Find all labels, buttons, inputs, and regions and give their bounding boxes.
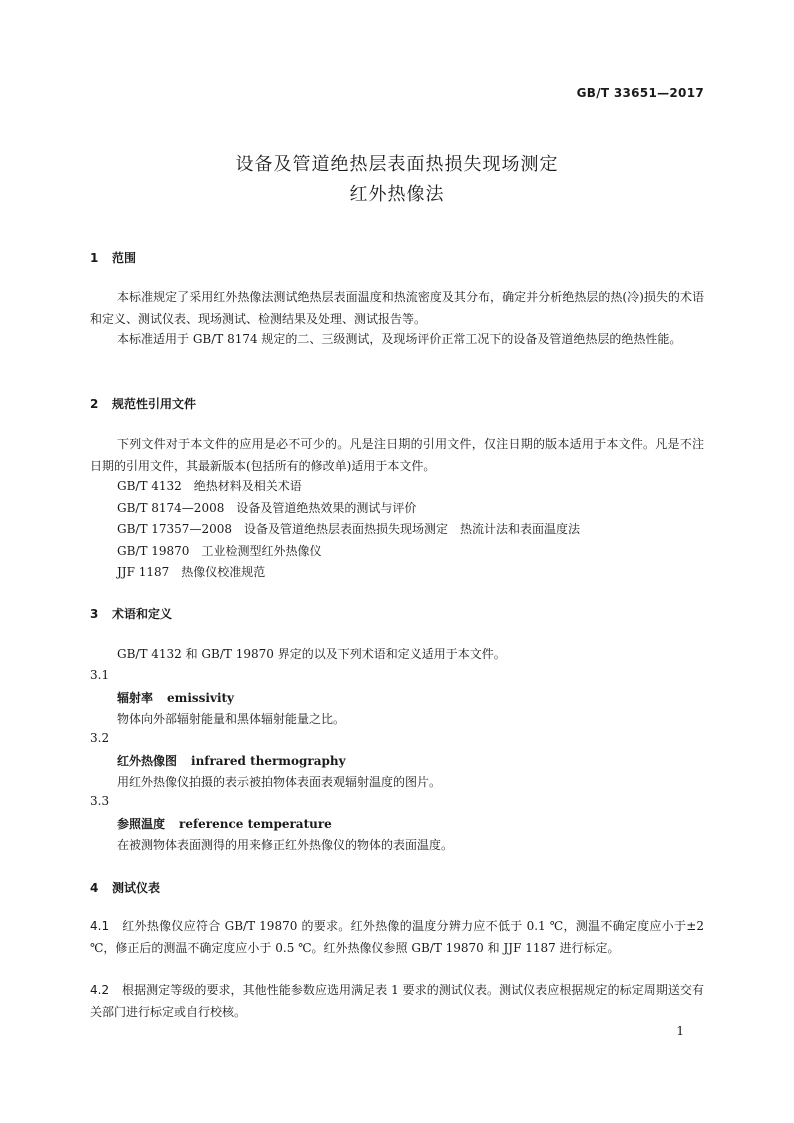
section-title: 术语和定义 [112,607,173,621]
term-heading [117,815,332,832]
clause-number: 4.2 [90,983,110,997]
term-number: 3.2 [90,731,110,745]
term-number: 3.3 [90,794,110,808]
clause-text: 根据测定等级的要求，其他性能参数应选用满足表 1 要求的测试仪表。测试仪表应根据规定的标定周期送交有关部门进行标定或自行校核。 [90,983,704,1019]
term-english: reference temperature [179,817,332,831]
standard-number: GB/T 33651—2017 [576,86,704,100]
term-english: emissivity [167,691,235,705]
section-1-heading [90,249,136,266]
section-title: 测试仪表 [112,881,161,895]
document-subtitle: 红外热像法 [349,184,445,205]
paragraph: 下列文件对于本文件的应用是必不可少的。凡是注日期的引用文件，仅注日期的版本适用于本文件。凡是不注日期的引用文件，其最新版本(包括所有的修改单)适用于本文件。 [90,437,704,473]
term-definition: 用红外热像仪拍摄的表示被拍物体表面表观辐射温度的图片。 [117,775,442,789]
section-number: 2 [90,397,99,411]
clause-4-2 [90,979,704,1023]
clause-text: 红外热像仪应符合 GB/T 19870 的要求。红外热像的温度分辨力应不低于 0.1 ℃，测温不确定度应小于±2 ℃，修正后的测温不确定度应小于 0.5 ℃。红外热像仪参照 GB/T 19870 和 JJF 1187 进行标定。 [90,919,704,955]
term-definition: 在被测物体表面测得的用来修正红外热像仪的物体的表面温度。 [117,838,454,852]
section-number: 4 [90,881,99,895]
section-number: 1 [90,251,99,265]
term-chinese: 红外热像图 [117,754,178,768]
section-4-heading [90,879,160,896]
paragraph: GB/T 4132 和 GB/T 19870 界定的以及下列术语和定义适用于本文件。 [117,647,506,661]
document-title: 设备及管道绝热层表面热损失现场测定 [235,154,559,175]
paragraph: 本标准规定了采用红外热像法测试绝热层表面温度和热流密度及其分布，确定并分析绝热层的热(冷)损失的术语和定义、测试仪表、现场测试、检测结果及处理、测试报告等。 [90,290,704,326]
section-3-heading [90,605,172,622]
term-heading [117,752,346,769]
paragraph: 本标准适用于 GB/T 8174 规定的二、三级测试，及现场评价正常工况下的设备及管道绝热层的绝热性能。 [117,332,682,346]
page-number: 1 [676,1024,684,1038]
term-definition: 物体向外部辐射能量和黑体辐射能量之比。 [117,712,346,726]
reference-item: GB/T 19870 工业检测型红外热像仪 [117,544,322,558]
term-number: 3.1 [90,668,110,682]
reference-item: GB/T 8174—2008 设备及管道绝热效果的测试与评价 [117,501,417,515]
term-heading [117,689,234,706]
reference-item: GB/T 17357—2008 设备及管道绝热层表面热损失现场测定 热流计法和表面温度法 [117,522,580,536]
reference-item: GB/T 4132 绝热材料及相关术语 [117,479,302,493]
section-2-heading [90,395,196,412]
section-title: 范围 [112,251,137,265]
term-chinese: 参照温度 [117,817,166,831]
term-chinese: 辐射率 [117,691,154,705]
clause-4-1 [90,915,704,959]
term-english: infrared thermography [191,754,346,768]
section-title: 规范性引用文件 [112,397,197,411]
section-number: 3 [90,607,99,621]
reference-item: JJF 1187 热像仪校准规范 [117,565,266,579]
clause-number: 4.1 [90,919,110,933]
